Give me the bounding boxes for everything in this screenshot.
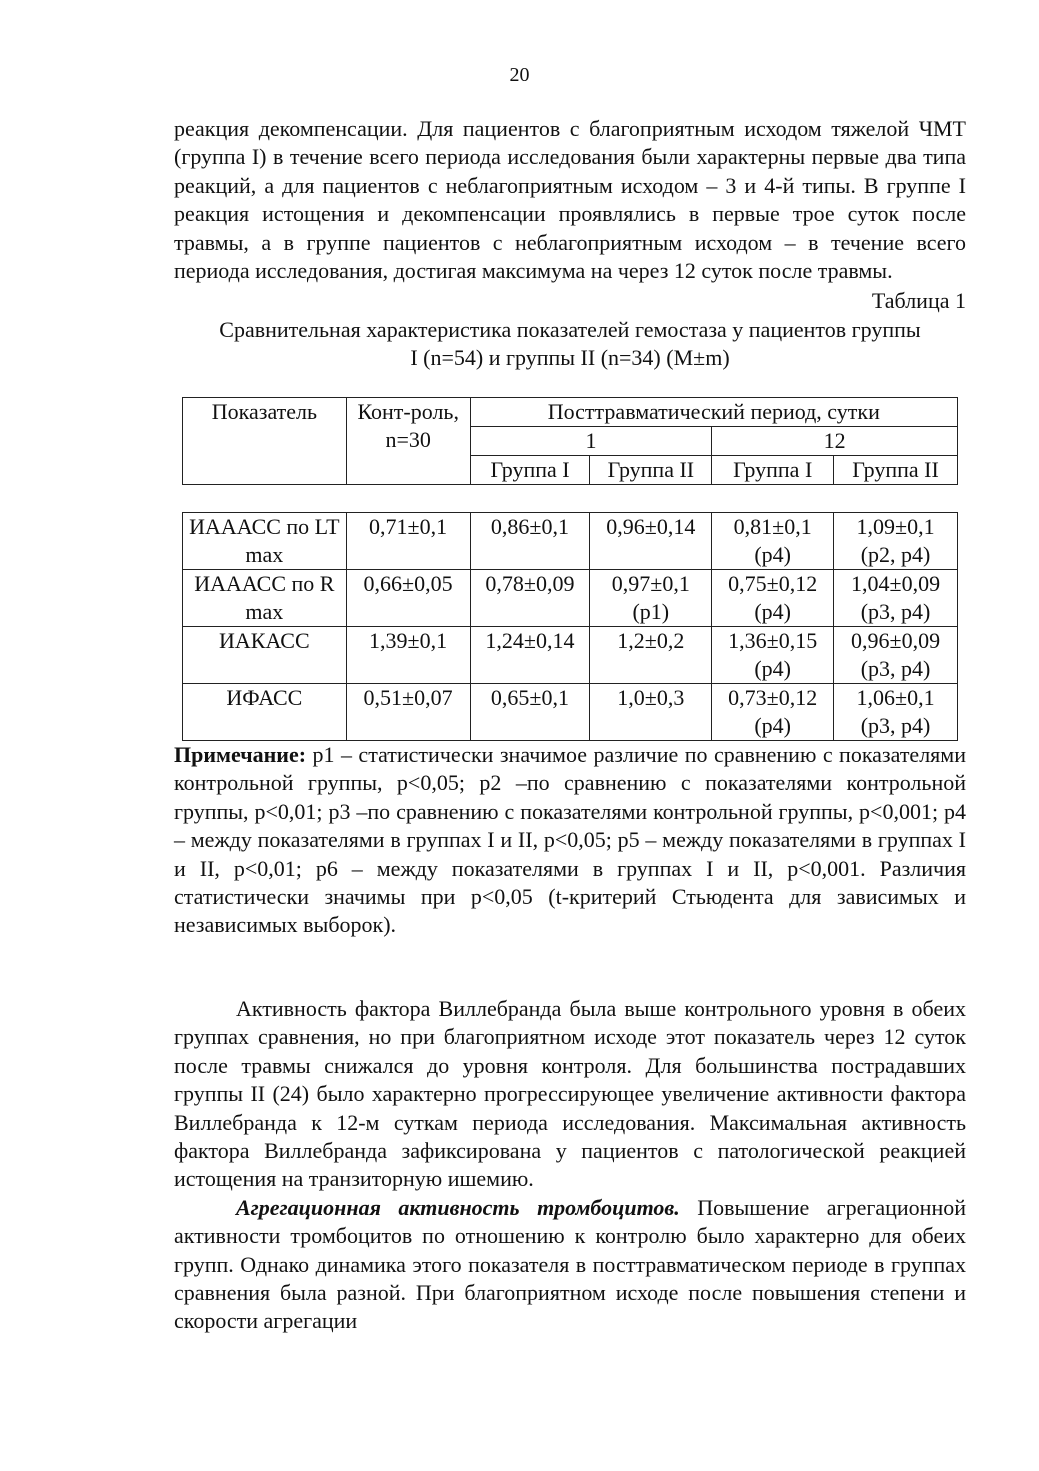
row-g2d12-value: 1,04±0,09 [851, 571, 941, 596]
row-g1d1-value: 0,65±0,1 [490, 685, 569, 710]
row-g1d12 [712, 684, 834, 741]
row-g1d12-significance: (p4) [754, 542, 791, 567]
row-g2d1-value: 0,96±0,14 [606, 514, 696, 539]
row-g1d12-significance: (p4) [754, 713, 791, 738]
header-indicator: Показатель [183, 398, 347, 485]
row-name [183, 627, 347, 684]
row-g1d12 [712, 627, 834, 684]
row-g1d1-value: 0,78±0,09 [485, 571, 575, 596]
header-group1-day1: Группа I [470, 456, 590, 485]
table-caption-line1: Сравнительная характеристика показателей гемостаза у пациентов группы [219, 316, 921, 342]
row-g2d12-significance: (p3, p4) [860, 713, 931, 738]
note-label: Примечание: [174, 742, 307, 767]
row-g1d1-value: 1,24±0,14 [485, 628, 575, 653]
row-name-value: ИАААСС по LT max [189, 514, 340, 567]
row-control [346, 627, 470, 684]
row-g2d12-significance: (p3, p4) [860, 656, 931, 681]
body-section [174, 995, 966, 1336]
row-g1d1 [470, 570, 590, 627]
row-control [346, 684, 470, 741]
row-g1d12-value: 0,73±0,12 [728, 685, 818, 710]
table-caption-line2: I (n=54) и группы II (n=34) (M±m) [410, 344, 730, 370]
row-g1d12 [712, 513, 834, 570]
row-g1d1 [470, 513, 590, 570]
table-row [183, 684, 958, 741]
row-name [183, 684, 347, 741]
row-g1d12 [712, 570, 834, 627]
willebrand-paragraph: Активность фактора Виллебранда была выше контрольного уровня в обеих группах сравнения, но при благоприятном исходе этот показатель через 12 суток после травмы снижался до уровня контроля. Для большинства пострадавших группы II (24) было характерно прогрессирующее увеличение активности фактора Виллебранда к 12-м суткам периода исследования. Максимальная активность фактора Виллебранда зафиксирована у пациентов с патологической реакцией истощения на транзиторную ишемию. [174, 996, 966, 1192]
row-control-value: 1,39±0,1 [369, 628, 448, 653]
row-g1d12-significance: (p4) [754, 656, 791, 681]
row-control-value: 0,66±0,05 [363, 571, 453, 596]
row-g2d1-significance: (p1) [632, 599, 670, 624]
row-g1d12-value: 1,36±0,15 [728, 628, 818, 653]
aggregation-paragraph [174, 1194, 966, 1336]
row-g2d1 [590, 684, 712, 741]
row-g2d12-value: 1,06±0,1 [856, 685, 935, 710]
note-text: p1 – статистически значимое различие по сравнению с показателями контрольной группы, p<0,05; p2 –по сравнению с показателями контрольной группы, p<0,01; p3 –по сравнению с показателями контрольной группы, p<0,001; p4 – между показателями в группах I и II, p<0,05; p5 – между показателями в группах I и II, p<0,01; p6 – между показателями в группах I и II, p<0,001. Различия статистически значимы при p<0,05 (t-критерий Стьюдента для зависимых и независимых выборок). [174, 742, 966, 938]
row-g1d12-value: 0,81±0,1 [733, 514, 812, 539]
row-g1d1 [470, 684, 590, 741]
row-g2d1-value: 0,97±0,1 [611, 571, 690, 596]
header-control: Конт-роль, n=30 [346, 398, 470, 485]
row-g1d12-value: 0,75±0,12 [728, 571, 818, 596]
note-paragraph [174, 741, 966, 940]
row-g2d1-value: 1,0±0,3 [617, 685, 685, 710]
row-control [346, 513, 470, 570]
row-g2d12 [834, 513, 958, 570]
header-group1-day12: Группа I [712, 456, 834, 485]
row-name-value: ИФАСС [226, 685, 303, 710]
row-g1d12-significance: (p4) [754, 599, 791, 624]
row-g2d12-value: 0,96±0,09 [851, 628, 941, 653]
row-g2d12-significance: (p2, p4) [860, 542, 931, 567]
row-control-value: 0,51±0,07 [363, 685, 453, 710]
table-label: Таблица 1 [871, 288, 966, 314]
table-row [183, 627, 958, 684]
table-row [183, 513, 958, 570]
row-name-value: ИАААСС по R max [194, 571, 335, 624]
page-number: 20 [509, 64, 530, 86]
row-g2d1 [590, 570, 712, 627]
row-name [183, 513, 347, 570]
intro-section [174, 115, 966, 372]
intro-paragraph: реакция декомпенсации. Для пациентов с благоприятным исходом тяжелой ЧМТ (группа I) в течение всего периода исследования были характерны первые два типа реакций, а для пациентов с неблагоприятным исходом – 3 и 4-й типы. В группе I реакция истощения и декомпенсации проявлялись в первые трое суток после травмы, а в группе пациентов с неблагоприятным исходом – в течение всего периода исследования, достигая максимума на через 12 суток после травмы. [174, 116, 966, 284]
header-group2-day12: Группа II [834, 456, 958, 485]
table-row [183, 570, 958, 627]
data-table [182, 512, 958, 741]
header-group2-day1: Группа II [590, 456, 712, 485]
row-name [183, 570, 347, 627]
row-name-value: ИАКАСС [219, 628, 310, 653]
header-day12: 12 [712, 427, 958, 456]
row-g2d1 [590, 627, 712, 684]
row-g2d1-value: 1,2±0,2 [617, 628, 685, 653]
row-g2d12 [834, 627, 958, 684]
aggregation-heading: Агрегационная активность тромбоцитов. [236, 1194, 680, 1220]
note-section [174, 741, 966, 940]
row-g1d1-value: 0,86±0,1 [490, 514, 569, 539]
row-g1d1 [470, 627, 590, 684]
row-g2d1 [590, 513, 712, 570]
row-g2d12-significance: (p3, p4) [860, 599, 931, 624]
header-period: Посттравматический период, сутки [470, 398, 957, 427]
row-g2d12-value: 1,09±0,1 [856, 514, 935, 539]
row-control-value: 0,71±0,1 [369, 514, 448, 539]
row-g2d12 [834, 570, 958, 627]
table-header [182, 397, 958, 485]
aggregation-text: Повышение агрегационной активности тромбоцитов по отношению к контролю было характерно для обеих групп. Однако динамика этого показателя в посттравматическом периоде в группах сравнения была разной. При благоприятном исходе после повышения степени и скорости агрегации [174, 1194, 966, 1334]
header-day1: 1 [470, 427, 712, 456]
row-control [346, 570, 470, 627]
row-g2d12 [834, 684, 958, 741]
